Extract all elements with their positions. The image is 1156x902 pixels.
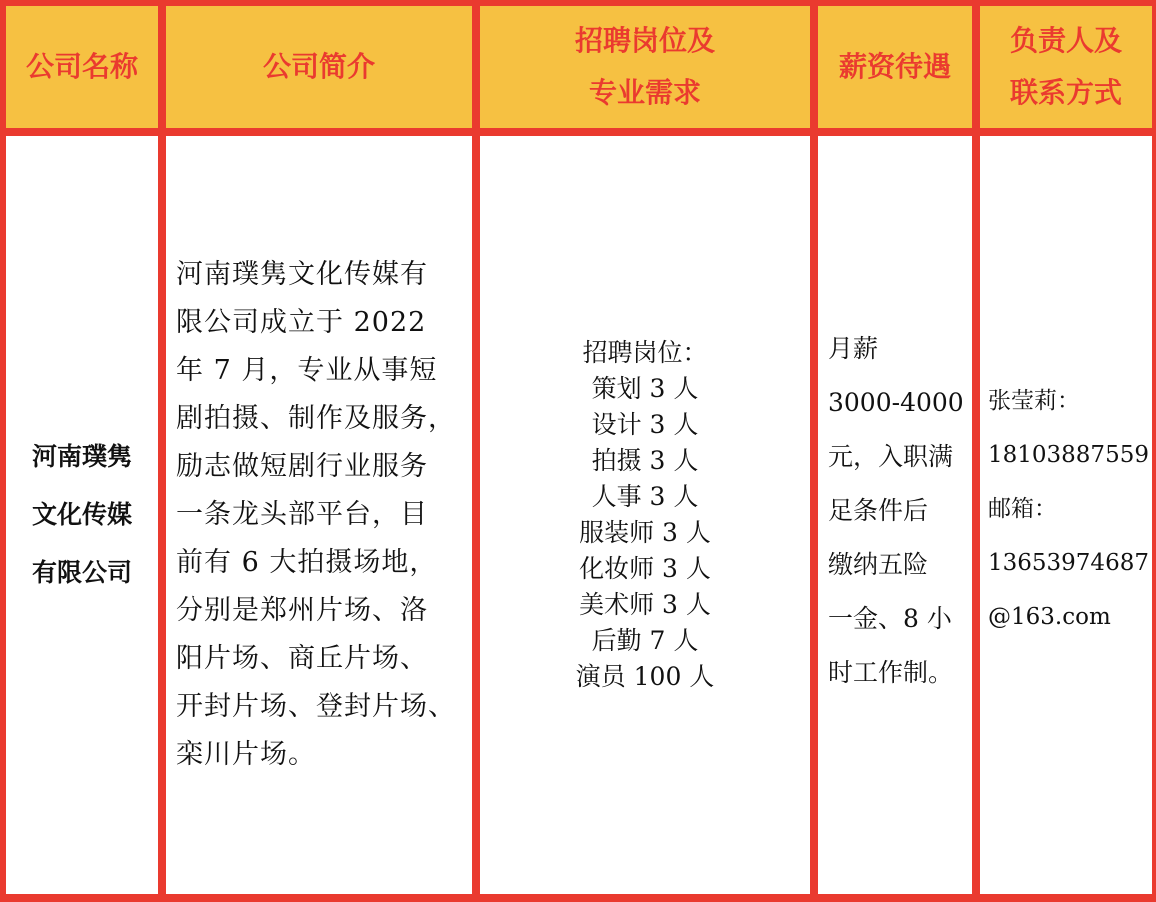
header-positions: 招聘岗位及 专业需求	[480, 6, 810, 128]
header-salary: 薪资待遇	[818, 6, 972, 128]
header-company-intro: 公司简介	[166, 6, 472, 128]
cell-contact: 张莹莉： 18103887559 邮箱： 13653974687 @163.com	[980, 136, 1152, 894]
cell-company-name: 河南璞隽 文化传媒 有限公司	[6, 136, 158, 894]
cell-salary: 月薪 3000-4000 元，入职满 足条件后 缴纳五险 一金、8 小 时工作制。	[818, 136, 972, 894]
header-contact: 负责人及 联系方式	[980, 6, 1152, 128]
header-company-name: 公司名称	[6, 6, 158, 128]
cell-company-intro: 河南璞隽文化传媒有 限公司成立于 2022 年 7 月，专业从事短 剧拍摄、制作及服务， 励志做短剧行业服务 一条龙头部平台，目 前有 6 大拍摄场地， 分别是郑州片场、洛 阳片场、商丘片场、 开封片场、登封片场、 栾川片场。	[166, 136, 472, 894]
cell-positions: 招聘岗位： 策划 3 人 设计 3 人 拍摄 3 人 人事 3 人 服装师 3 人 化妆师 3 人 美术师 3 人 后勤 7 人 演员 100 人	[480, 136, 810, 894]
